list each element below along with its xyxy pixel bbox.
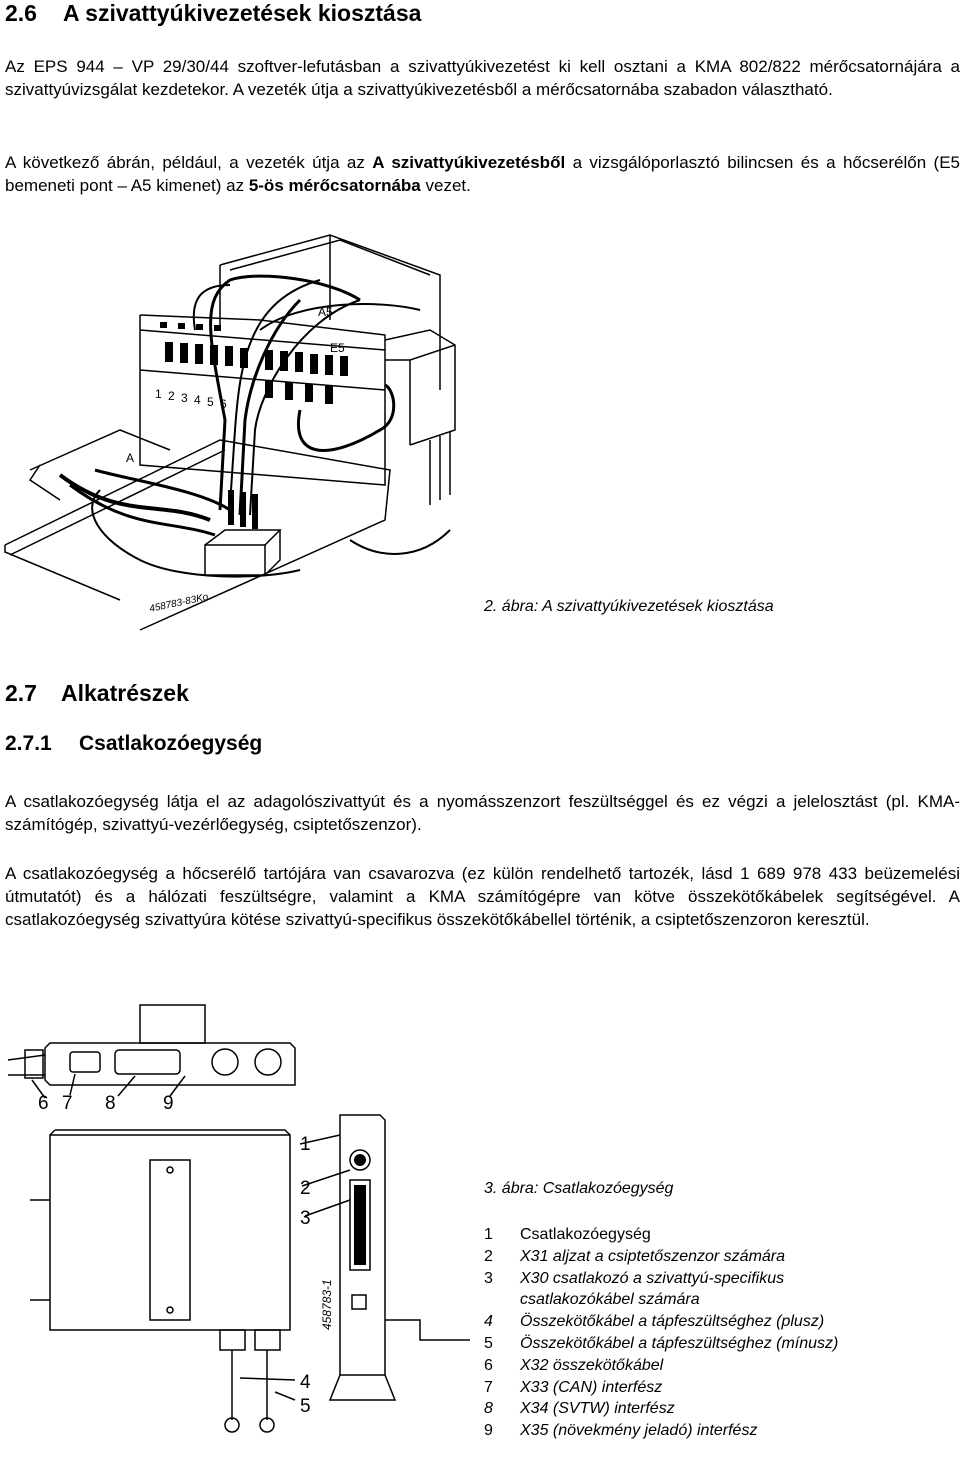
figure-2-caption: 2. ábra: A szivattyúkivezetések kiosztása <box>484 598 774 615</box>
legend-item <box>484 1355 940 1377</box>
legend-text: Csatlakozóegység <box>520 1226 651 1243</box>
legend-number: 1 <box>484 1226 493 1243</box>
legend-item <box>484 1333 940 1355</box>
label-4: 4 <box>300 1372 311 1393</box>
figure-connector-unit <box>0 978 480 1458</box>
legend-text: Összekötőkábel a tápfeszültséghez (plusz) <box>520 1313 825 1331</box>
label-num-4: 4 <box>194 393 201 407</box>
drawing-number: 458783-83Ko <box>148 591 210 615</box>
figure-pump-outlet-assignment <box>0 0 960 640</box>
legend-number: 5 <box>484 1334 493 1352</box>
legend-text: Összekötőkábel a tápfeszültséghez (mínusz) <box>520 1334 839 1352</box>
legend-number: 9 <box>484 1422 493 1440</box>
label-num-5: 5 <box>207 395 214 409</box>
label-3: 3 <box>300 1208 311 1229</box>
section-number: 2.7.1 <box>5 732 52 755</box>
legend-number: 2 <box>484 1247 493 1265</box>
section-title: Alkatrészek <box>61 680 189 706</box>
label-num-6: 6 <box>220 397 227 411</box>
legend-number: 8 <box>484 1400 493 1418</box>
legend-text: X32 összekötőkábel <box>520 1356 664 1374</box>
label-2: 2 <box>300 1178 311 1199</box>
label-num-3: 3 <box>181 391 188 405</box>
legend-item <box>484 1398 940 1420</box>
legend-item <box>484 1224 940 1246</box>
section-heading-2-7-1 <box>5 732 262 756</box>
legend-text: X34 (SVTW) interfész <box>520 1400 675 1418</box>
drawing-number: 458783-1 <box>320 1279 334 1330</box>
legend-number: 4 <box>484 1313 493 1331</box>
bold-run: 5-ös mérőcsatornába <box>248 176 421 195</box>
paragraph-unit-function: A csatlakozóegység látja el az adagolószivattyút és a nyomásszenzort feszültséggel és ez végzi a jelelosztást (pl. KMA-számítógép, szivattyú-vezérlőegység, csiptetőszenzor). <box>5 792 960 834</box>
figure-3-legend <box>484 1224 940 1442</box>
label-num-2: 2 <box>168 389 175 403</box>
label-6: 6 <box>38 1093 49 1114</box>
legend-text: X30 csatlakozó a szivattyú-specifikus csatlakozókábel számára <box>520 1269 785 1309</box>
label-a: A <box>126 451 135 465</box>
section-title: Csatlakozóegység <box>79 732 263 755</box>
label-e5: E5 <box>330 341 345 355</box>
legend-item <box>484 1246 940 1268</box>
label-a5: A5 <box>318 305 333 319</box>
legend-item <box>484 1311 940 1333</box>
label-5: 5 <box>300 1396 311 1417</box>
legend-text: X35 (növekmény jeladó) interfész <box>520 1422 758 1440</box>
legend-text: X33 (CAN) interfész <box>520 1378 663 1396</box>
paragraph-unit-mounting: A csatlakozóegység a hőcserélő tartójára van csavarozva (ez külön rendelhető tartozék, lásd 1 689 978 433 beüzemelési útmutatót) és a hálózati feszültségre, valamint a KMA számítógépre van kötve összekötőkábelek segítségével. A csatlakozóegység szivattyúra kötése szivattyú-specifikus összekötőkábellel történik, a csiptetőszenzoron keresztül. <box>5 864 960 929</box>
text-run: a vizsgálóporlasztó bilincsen és a hőcserélőn (E5 bemeneti pont – A5 kimenet) az <box>5 153 960 195</box>
paragraph-intro: Az EPS 944 – VP 29/30/44 szoftver-lefutásban a szivattyúkivezetést ki kell osztani a KMA 802/822 mérőcsatornájára a szivattyúvizsgálat kezdetekor. A vezeték útja a szivattyúkivezetésből a mérőcsatornába szabadon választható. <box>5 57 960 99</box>
bold-run: A szivattyúkivezetésből <box>372 153 566 172</box>
legend-number: 3 <box>484 1269 493 1287</box>
figure-3-caption: 3. ábra: Csatlakozóegység <box>484 1180 674 1197</box>
legend-item <box>484 1268 940 1312</box>
section-title: A szivattyúkivezetések kiosztása <box>63 0 422 26</box>
legend-number: 7 <box>484 1378 493 1396</box>
legend-text: X31 aljzat a csiptetőszenzor számára <box>520 1247 786 1265</box>
section-number: 2.7 <box>5 680 37 706</box>
label-8: 8 <box>105 1093 116 1114</box>
section-number: 2.6 <box>5 0 37 26</box>
text-run: vezet. <box>420 176 471 195</box>
legend-item <box>484 1420 940 1442</box>
label-9: 9 <box>163 1093 174 1114</box>
legend-item <box>484 1377 940 1399</box>
legend-number: 6 <box>484 1356 493 1374</box>
label-1: 1 <box>300 1134 311 1155</box>
label-7: 7 <box>62 1093 73 1114</box>
section-heading-2-7 <box>5 680 189 707</box>
label-num-1: 1 <box>155 387 162 401</box>
text-run: A következő ábrán, például, a vezeték útja az <box>5 153 373 172</box>
